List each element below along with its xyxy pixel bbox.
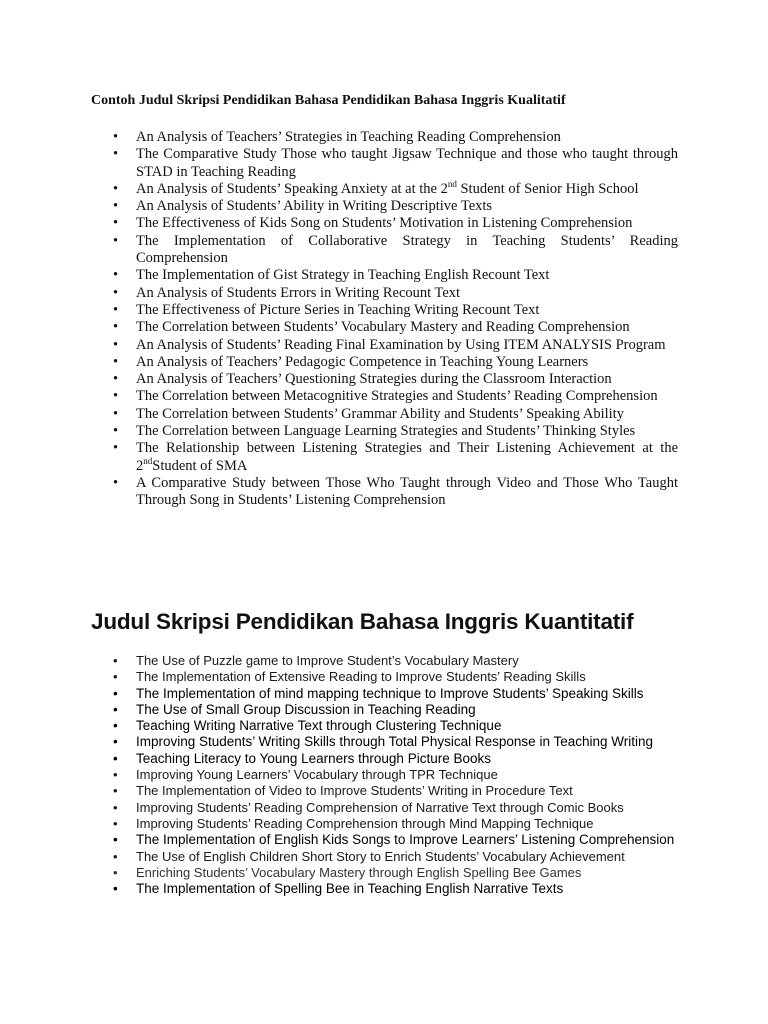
list-item	[91, 371, 678, 388]
bullet-icon: •	[113, 129, 119, 145]
list-item-text: An Analysis of Teachers’ Strategies in Teaching Reading Comprehension	[136, 129, 561, 145]
list-item-text: The Comparative Study Those who taught Jigsaw Technique and those who taught through STAD in Teaching Reading	[136, 146, 678, 180]
bullet-icon: •	[113, 767, 118, 783]
superscript: nd	[447, 179, 457, 190]
list-item-text: An Analysis of Students’ Ability in Writing Descriptive Texts	[136, 198, 493, 215]
bullet-icon: •	[113, 734, 118, 750]
list-item-text: The Use of English Children Short Story to Enrich Students’ Vocabulary Achievement	[136, 848, 625, 864]
list-item	[91, 832, 678, 848]
list-item	[91, 337, 678, 354]
bullet-icon: •	[113, 783, 118, 799]
bullet-icon: •	[113, 371, 119, 388]
bullet-icon: •	[113, 653, 118, 668]
list-item-text: Teaching Writing Narrative Text through Clustering Technique	[136, 718, 502, 734]
list-item-text: The Correlation between Metacognitive Strategies and Students’ Reading Comprehension	[136, 388, 658, 405]
bullet-icon: •	[113, 881, 118, 897]
list-item-text: Teaching Literacy to Young Learners through Picture Books	[136, 750, 491, 766]
list-item-text: An Analysis of Students’ Speaking Anxiety at at the 2	[136, 180, 448, 197]
bullet-icon: •	[113, 319, 119, 336]
bullet-icon: •	[113, 440, 119, 457]
list-item-text: The Implementation of Extensive Reading to Improve Students’ Reading Skills	[136, 669, 586, 685]
list-item	[91, 302, 678, 319]
list-item	[91, 865, 678, 881]
bullet-icon: •	[113, 718, 118, 734]
qualitative-title-list	[91, 129, 678, 510]
list-item	[91, 440, 678, 475]
bullet-icon: •	[113, 799, 118, 815]
bullet-icon: •	[113, 701, 118, 717]
bullet-icon: •	[113, 864, 118, 880]
bullet-icon: •	[113, 146, 119, 163]
list-item-text: A Comparative Study between Those Who Taught through Video and Those Who Taught Through Song in Students’ Listening Comprehension	[136, 474, 678, 509]
list-item	[91, 669, 678, 685]
list-item	[91, 285, 678, 302]
list-item	[91, 198, 678, 215]
list-item	[91, 406, 678, 423]
list-item-text: Improving Students’ Reading Comprehension of Narrative Text through Comic Books	[136, 799, 624, 815]
list-item-text: The Relationship between Listening Strategies and Their Listening Achievement at the 2	[136, 440, 678, 474]
list-item	[91, 388, 678, 405]
list-item-text: The Use of Puzzle game to Improve Student’s Vocabulary Mastery	[136, 653, 519, 668]
list-item-text: The Effectiveness of Picture Series in Teaching Writing Recount Text	[136, 301, 540, 318]
bullet-icon: •	[113, 336, 119, 353]
list-item	[91, 767, 678, 783]
list-item-text: The Correlation between Students’ Vocabulary Mastery and Reading Comprehension	[136, 319, 630, 336]
superscript: nd	[143, 455, 153, 466]
list-item-text: The Implementation of Video to Improve Students’ Writing in Procedure Text	[136, 783, 573, 799]
bullet-icon: •	[113, 832, 118, 848]
list-item-text: The Correlation between Students’ Grammar Ability and Students’ Speaking Ability	[136, 405, 624, 422]
list-item	[91, 215, 678, 232]
list-item-text: The Implementation of Gist Strategy in Teaching English Recount Text	[136, 267, 550, 284]
bullet-icon: •	[113, 232, 119, 249]
list-item	[91, 129, 678, 146]
list-item-text: The Correlation between Language Learning Strategies and Students’ Thinking Styles	[136, 423, 636, 440]
list-item	[91, 475, 678, 510]
bullet-icon: •	[113, 405, 119, 422]
list-item-text: The Implementation of mind mapping technique to Improve Students’ Speaking Skills	[136, 685, 644, 701]
list-item	[91, 734, 678, 750]
list-item	[91, 718, 678, 734]
section-title-kualitatif: Contoh Judul Skripsi Pendidikan Bahasa Pendidikan Bahasa Inggris Kualitatif	[91, 93, 566, 108]
list-item-text: An Analysis of Students’ Reading Final Examination by Using ITEM ANALYSIS Program	[136, 336, 666, 353]
list-item-text: An Analysis of Students Errors in Writing Recount Text	[136, 284, 461, 301]
bullet-icon: •	[113, 474, 119, 491]
bullet-icon: •	[113, 267, 119, 284]
list-item	[91, 233, 678, 268]
list-item-text: An Analysis of Teachers’ Pedagogic Competence in Teaching Young Learners	[136, 353, 589, 370]
bullet-icon: •	[113, 301, 119, 318]
quantitative-title-list	[91, 653, 678, 897]
bullet-icon: •	[113, 815, 118, 831]
list-item	[91, 354, 678, 371]
bullet-icon: •	[113, 848, 118, 864]
list-item-text: Improving Students’ Writing Skills through Total Physical Response in Teaching Writing	[136, 734, 654, 750]
list-item-text: The Effectiveness of Kids Song on Students’ Motivation in Listening Comprehension	[136, 215, 633, 232]
list-item-text: The Implementation of English Kids Songs to Improve Learners’ Listening Comprehension	[136, 832, 675, 848]
list-item-text: Improving Young Learners’ Vocabulary through TPR Technique	[136, 767, 498, 783]
bullet-icon: •	[113, 198, 119, 215]
list-item	[91, 319, 678, 336]
list-item-text: The Implementation of Spelling Bee in Teaching English Narrative Texts	[136, 881, 564, 897]
list-item	[91, 146, 678, 181]
list-item	[91, 816, 678, 832]
list-item	[91, 849, 678, 865]
list-item-text: Student of SMA	[152, 457, 248, 474]
bullet-icon: •	[113, 669, 118, 685]
list-item	[91, 702, 678, 718]
list-item-text: Enriching Students’ Vocabulary Mastery through English Spelling Bee Games	[136, 864, 582, 880]
list-item-text: The Implementation of Collaborative Strategy in Teaching Students’ Reading Comprehension	[136, 232, 678, 267]
list-item	[91, 267, 678, 284]
list-item	[91, 783, 678, 799]
list-item	[91, 653, 678, 669]
list-item-text: An Analysis of Teachers’ Questioning Strategies during the Classroom Interaction	[136, 371, 612, 388]
section-title-kuantitatif: Judul Skripsi Pendidikan Bahasa Inggris Kuantitatif	[91, 609, 634, 634]
list-item	[91, 881, 678, 897]
bullet-icon: •	[113, 284, 119, 301]
list-item	[91, 751, 678, 767]
list-item	[91, 181, 678, 198]
bullet-icon: •	[113, 750, 118, 766]
bullet-icon: •	[113, 215, 119, 232]
bullet-icon: •	[113, 685, 118, 701]
list-item-text: The Use of Small Group Discussion in Teaching Reading	[136, 701, 476, 717]
list-item-text: Student of Senior High School	[456, 180, 639, 197]
bullet-icon: •	[113, 388, 119, 405]
bullet-icon: •	[113, 180, 119, 197]
bullet-icon: •	[113, 353, 119, 370]
list-item	[91, 686, 678, 702]
list-item-text: Improving Students’ Reading Comprehension through Mind Mapping Technique	[136, 815, 594, 831]
list-item	[91, 423, 678, 440]
list-item	[91, 800, 678, 816]
bullet-icon: •	[113, 423, 119, 440]
